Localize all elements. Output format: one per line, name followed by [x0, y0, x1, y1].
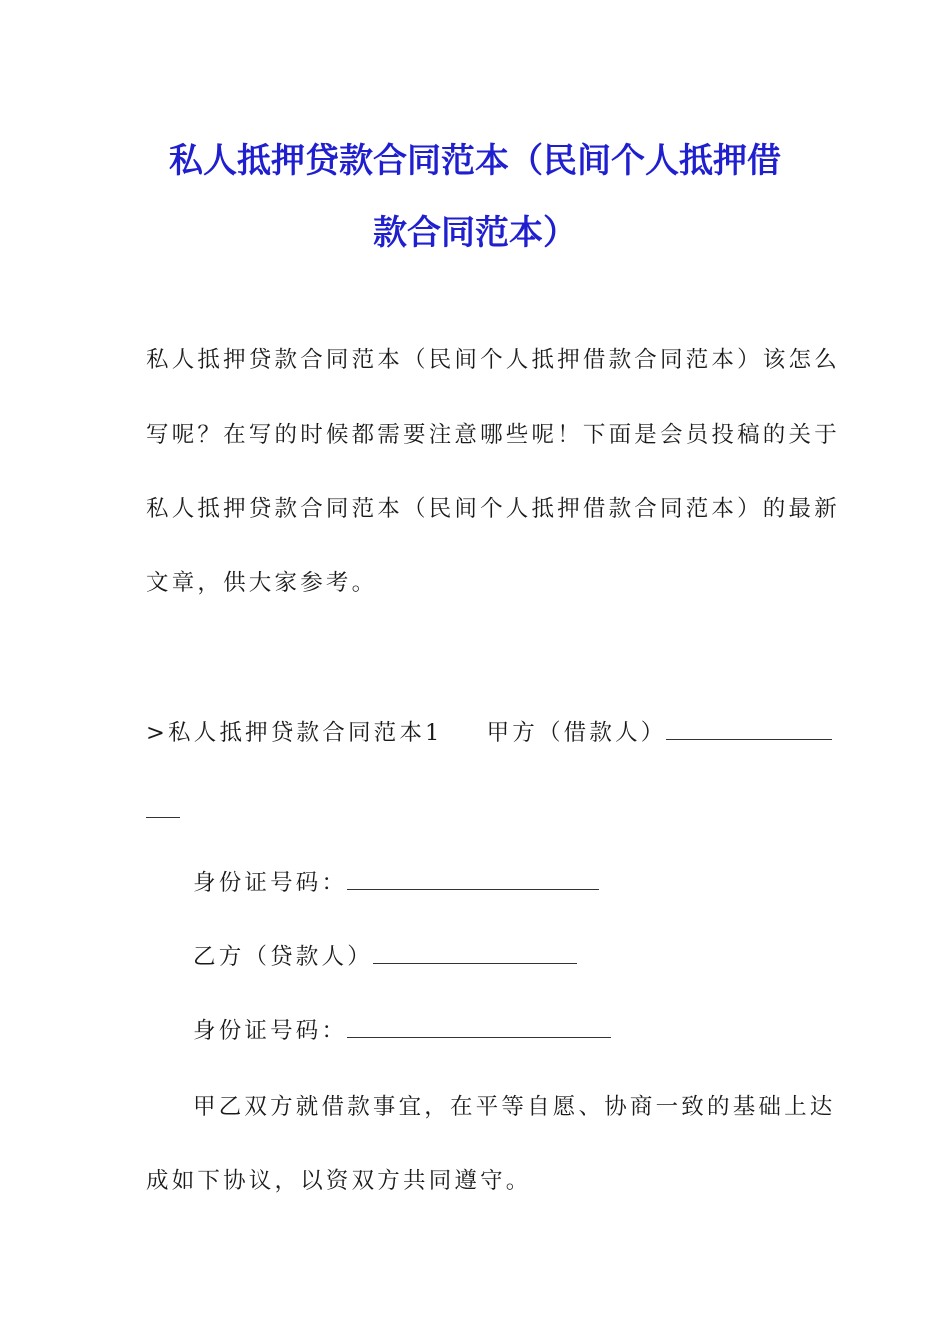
document-title-line-2: 款合同范本） — [373, 213, 577, 253]
party-a-id-row — [193, 868, 853, 898]
party-a-id-blank — [347, 869, 599, 890]
party-b-id-row — [193, 1016, 853, 1046]
party-b-id-label: 身份证号码： — [193, 1018, 348, 1044]
party-b-label: 乙方（贷款人） — [193, 944, 373, 970]
party-a-blank-continuation-row — [146, 796, 806, 826]
intro-paragraph-line-1: 私人抵押贷款合同范本（民间个人抵押借款合同范本）该怎么 — [146, 347, 840, 373]
party-a-blank — [666, 719, 832, 740]
intro-paragraph-line-4: 文章，供大家参考。 — [146, 570, 378, 596]
party-a-row — [146, 718, 806, 748]
agreement-paragraph-line-2: 成如下协议，以资双方共同遵守。 — [146, 1168, 532, 1194]
intro-paragraph-line-3: 私人抵押贷款合同范本（民间个人抵押借款合同范本）的最新 — [146, 496, 840, 522]
party-b-row — [193, 942, 853, 972]
party-b-blank — [373, 943, 577, 964]
document-title-line-1: 私人抵押贷款合同范本（民间个人抵押借 — [169, 141, 781, 181]
party-a-id-label: 身份证号码： — [193, 870, 348, 896]
party-a-blank-continuation — [146, 797, 180, 818]
party-a-label: 甲方（借款人） — [486, 720, 667, 746]
agreement-paragraph-line-1: 甲乙双方就借款事宜，在平等自愿、协商一致的基础上达 — [193, 1094, 836, 1120]
party-b-id-blank — [347, 1017, 611, 1038]
intro-paragraph-line-2: 写呢？在写的时候都需要注意哪些呢！下面是会员投稿的关于 — [146, 422, 840, 448]
section-heading: >私人抵押贷款合同范本1 — [146, 720, 443, 746]
